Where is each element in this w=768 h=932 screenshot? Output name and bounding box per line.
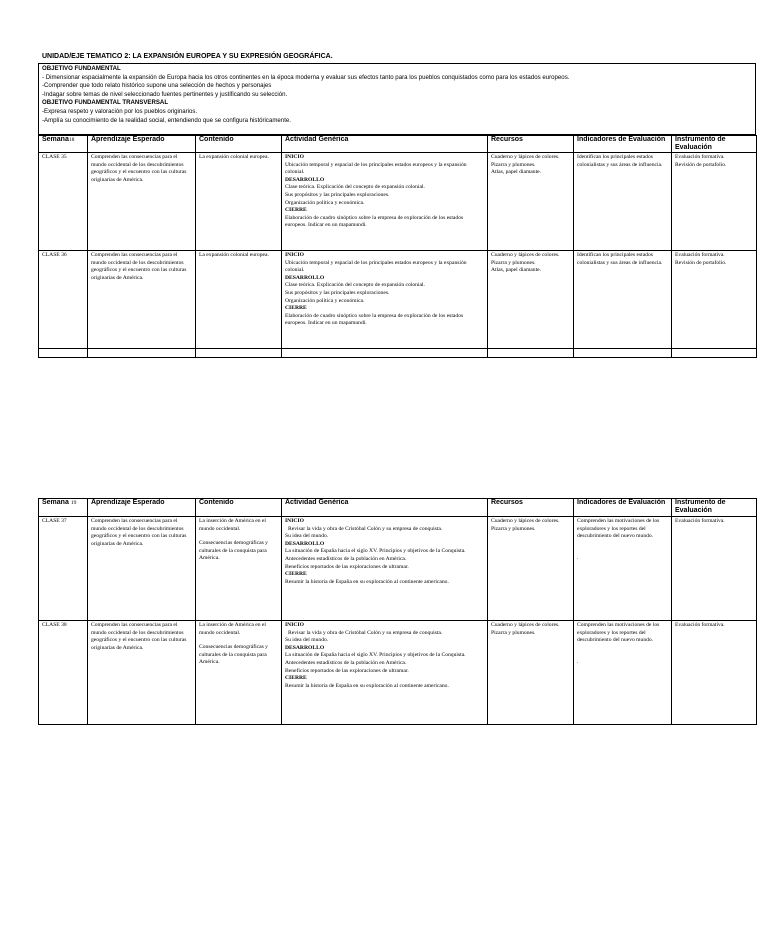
contenido-cell: La expansión colonial europea. <box>196 153 282 251</box>
recurso-line: Cuaderno y lápices de colores. <box>491 252 560 258</box>
actividad-cell <box>282 621 488 725</box>
contenido-a: La inserción de América en el mundo occidental. <box>199 622 266 636</box>
desarrollo-line: Clase teórica. Explicación del concepto de expansión colonial. <box>285 282 425 289</box>
inicio-text: Ubicación temporal y espacial de los principales estados europeos y la expansión colonial. <box>285 161 467 176</box>
desarrollo-line: Antecedentes estadísticos de la población en América. <box>285 659 407 666</box>
unit-title: UNIDAD/EJE TEMATICO 2: LA EXPANSIÓN EUROPEA Y SU EXPRESIÓN GEOGRÁFICA. <box>42 53 333 60</box>
desarrollo-line: Clase teórica. Explicación del concepto de expansión colonial. <box>285 184 425 191</box>
lesson-plan-table-week-18 <box>38 135 757 358</box>
header-indicadores: Indicadores de Evaluación <box>574 499 672 517</box>
table-header-row <box>39 136 757 153</box>
recursos-cell <box>488 153 574 251</box>
desarrollo-line: Sus propósitos y las principales exploraciones. <box>285 191 390 198</box>
desarrollo-line: Sus propósitos y las principales exploraciones. <box>285 289 390 296</box>
lesson-plan-table-week-19 <box>38 498 757 725</box>
desarrollo-heading: DESARROLLO <box>285 176 325 183</box>
inicio-text: Su idea del mundo. <box>285 533 329 540</box>
cierre-text: Resumir la historia de España en su exploración al continente americano. <box>285 578 449 585</box>
contenido-b: Consecuencias demográficas y culturales de la conquista para América. <box>199 540 268 562</box>
clase-cell: CLASE 37 <box>39 517 88 621</box>
cierre-heading: CIERRE <box>285 571 307 578</box>
instrumento-cell: Evaluación formativa. <box>672 517 757 621</box>
inicio-text: Revisar la vida y obra de Cristóbal Colón y su empresa de conquista. <box>288 629 443 636</box>
recurso-line: Pizarra y plumones. <box>491 629 536 636</box>
fundamental-objective-heading: OBJETIVO FUNDAMENTAL <box>42 65 121 72</box>
header-instrumento: Instrumento de Evaluación <box>672 136 757 153</box>
desarrollo-heading: DESARROLLO <box>285 274 325 281</box>
recurso-line: Cuaderno y lápices de colores. <box>491 518 560 524</box>
header-semana: Semana 19 <box>39 499 88 517</box>
indicadores-cell: Identifican los principales estados colonialistas y sus áreas de influencia. <box>574 251 672 349</box>
desarrollo-line: Beneficios reportados de las exploraciones de ultramar. <box>285 667 409 674</box>
week-number: 18 <box>68 137 75 143</box>
actividad-cell <box>282 517 488 621</box>
desarrollo-line: Beneficios reportados de las exploraciones de ultramar. <box>285 563 409 570</box>
cierre-heading: CIERRE <box>285 207 307 214</box>
header-contenido: Contenido <box>196 136 282 153</box>
cierre-text: Elaboración de cuadro sinóptico sobre la empresa de exploración de los estados europeos. Indicar en un mapamundi. <box>285 312 464 327</box>
header-actividad: Actividad Genérica <box>282 499 488 517</box>
instrumento-line: Revisión de portafolio. <box>675 259 727 266</box>
contenido-b: Consecuencias demográficas y culturales de la conquista para América. <box>199 644 268 666</box>
fundamental-objective-line: -Comprender que todo relato histórico supone una selección de hechos y personajes <box>42 82 272 90</box>
recurso-line: Pizarra y plumones. <box>491 161 536 168</box>
cierre-heading: CIERRE <box>285 305 307 312</box>
fundamental-objective-line: - Dimensionar espacialmente la expansión de Europa hacia los otros continentes en la época moderna y evaluar sus efectos tanto para los pueblos conquistados como para los estados europeos. <box>42 73 570 81</box>
indicadores-cell <box>574 621 672 725</box>
transversal-objective-heading: OBJETIVO FUNDAMENTAL TRANSVERSAL <box>42 99 169 107</box>
table-row <box>39 153 757 251</box>
recursos-cell <box>488 517 574 621</box>
desarrollo-line: Organización política y económica. <box>285 297 365 304</box>
transversal-objective-line: -Amplía su conocimiento de la realidad social, entendiendo que se configura históricamente. <box>42 116 291 124</box>
indicadores-dot: . <box>577 554 579 561</box>
instrumento-line: Evaluación formativa. <box>675 154 725 160</box>
desarrollo-heading: DESARROLLO <box>285 540 325 547</box>
recurso-line: Cuaderno y lápices de colores. <box>491 154 560 160</box>
recurso-line: Cuaderno y lápices de colores. <box>491 622 560 628</box>
header-instrumento: Instrumento de Evaluación <box>672 499 757 517</box>
table-header-row <box>39 499 757 517</box>
cierre-text: Resumir la historia de España en su exploración al continente americano. <box>285 682 449 689</box>
indicadores-text: Comprenden las motivaciones de los exploradores y los reportes del descubrimiento del nuevo mundo. <box>577 622 660 644</box>
instrumento-cell <box>672 251 757 349</box>
clase-cell: CLASE 38 <box>39 621 88 725</box>
header-indicadores: Indicadores de Evaluación <box>574 136 672 153</box>
aprendizaje-cell: Comprenden las consecuencias para el mundo occidental de los descubrimientos geográficos y el encuentro con las culturas originarias de América. <box>88 517 196 621</box>
recurso-line: Pizarra y plumones. <box>491 525 536 532</box>
inicio-text: Ubicación temporal y espacial de los principales estados europeos y la expansión colonial. <box>285 259 467 274</box>
header-aprendizaje: Aprendizaje Esperado <box>88 499 196 517</box>
header-recursos: Recursos <box>488 136 574 153</box>
actividad-cell <box>282 153 488 251</box>
header-actividad: Actividad Genérica <box>282 136 488 153</box>
instrumento-cell <box>672 153 757 251</box>
aprendizaje-cell: Comprenden las consecuencias para el mundo occidental de los descubrimientos geográficos y el encuentro con las culturas originarias de América. <box>88 153 196 251</box>
table-row <box>39 517 757 621</box>
instrumento-cell: Evaluación formativa. <box>672 621 757 725</box>
desarrollo-line: La situación de España hacia el siglo XV. Principios y objetivos de la Conquista. <box>285 652 466 659</box>
instrumento-line: Revisión de portafolio. <box>675 161 727 168</box>
aprendizaje-cell: Comprenden las consecuencias para el mundo occidental de los descubrimientos geográficos y el encuentro con las culturas originarias de América. <box>88 621 196 725</box>
contenido-a: La inserción de América en el mundo occidental. <box>199 518 266 532</box>
contenido-cell: La expansión colonial europea. <box>196 251 282 349</box>
desarrollo-heading: DESARROLLO <box>285 644 325 651</box>
desarrollo-line: La situación de España hacia el siglo XV. Principios y objetivos de la Conquista. <box>285 548 466 555</box>
header-semana: Semana18 <box>39 136 88 153</box>
contenido-cell <box>196 621 282 725</box>
inicio-heading: INICIO <box>285 518 304 524</box>
transversal-objective-line: -Expresa respeto y valoración por los pueblos originarios. <box>42 107 198 115</box>
indicadores-text: Comprenden las motivaciones de los exploradores y los reportes del descubrimiento del nuevo mundo. <box>577 518 660 540</box>
fundamental-objective-line: -Indagar sobre temas de nivel seleccionado fuentes pertinentes y justificando su selección. <box>42 90 288 98</box>
desarrollo-line: Antecedentes estadísticos de la población en América. <box>285 555 407 562</box>
header-contenido: Contenido <box>196 499 282 517</box>
indicadores-cell: Identifican los principales estados colonialistas y sus áreas de influencia. <box>574 153 672 251</box>
empty-row <box>39 349 757 358</box>
cierre-heading: CIERRE <box>285 675 307 682</box>
inicio-text: Revisar la vida y obra de Cristóbal Colón y su empresa de conquista. <box>288 525 443 532</box>
header-recursos: Recursos <box>488 499 574 517</box>
table-row <box>39 621 757 725</box>
header-aprendizaje: Aprendizaje Esperado <box>88 136 196 153</box>
inicio-heading: INICIO <box>285 252 304 258</box>
instrumento-line: Evaluación formativa. <box>675 252 725 258</box>
recurso-line: Atlas, papel diamante. <box>491 267 542 274</box>
objectives-box <box>38 63 756 135</box>
aprendizaje-cell: Comprenden las consecuencias para el mundo occidental de los descubrimientos geográficos y el encuentro con las culturas originarias de América. <box>88 251 196 349</box>
recursos-cell <box>488 621 574 725</box>
indicadores-cell <box>574 517 672 621</box>
table-row <box>39 251 757 349</box>
clase-cell: CLASE 36 <box>39 251 88 349</box>
desarrollo-line: Organización política y económica. <box>285 199 365 206</box>
cierre-text: Elaboración de cuadro sinóptico sobre la empresa de exploración de los estados europeos. Indicar en un mapamundi. <box>285 214 464 229</box>
recursos-cell <box>488 251 574 349</box>
indicadores-dot: . <box>577 658 579 665</box>
week-number: 19 <box>70 500 77 506</box>
inicio-heading: INICIO <box>285 622 304 628</box>
recurso-line: Pizarra y plumones. <box>491 259 536 266</box>
inicio-text: Su idea del mundo. <box>285 637 329 644</box>
contenido-cell <box>196 517 282 621</box>
actividad-cell <box>282 251 488 349</box>
inicio-heading: INICIO <box>285 154 304 160</box>
recurso-line: Atlas, papel diamante. <box>491 169 542 176</box>
clase-cell: CLASE 35 <box>39 153 88 251</box>
